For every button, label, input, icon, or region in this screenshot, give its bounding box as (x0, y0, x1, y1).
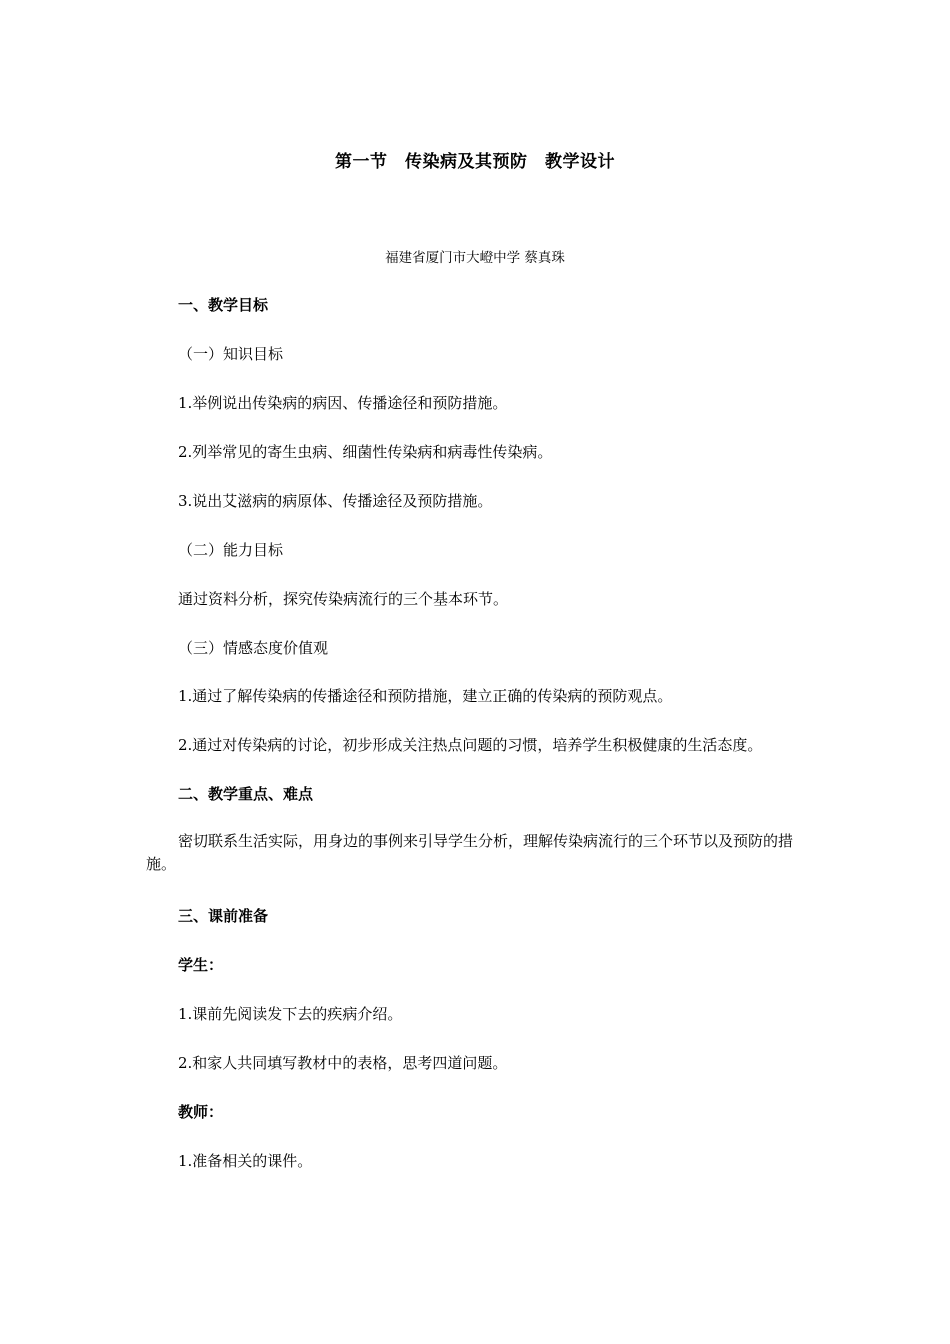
list-item: 1.通过了解传染病的传播途径和预防措施，建立正确的传染病的预防观点。 (178, 687, 673, 705)
document-title: 第一节 传染病及其预防 教学设计 (335, 152, 615, 172)
subsection-heading-knowledge: （一）知识目标 (178, 345, 284, 363)
document-author: 福建省厦门市大嶝中学 蔡真珠 (385, 250, 565, 266)
group-label-teacher: 教师： (178, 1103, 224, 1121)
list-item: 2.通过对传染病的讨论，初步形成关注热点问题的习惯，培养学生积极健康的生活态度。 (178, 736, 763, 754)
list-item: 3.说出艾滋病的病原体、传播途径及预防措施。 (178, 492, 493, 510)
list-item: 2.和家人共同填写教材中的表格，思考四道问题。 (178, 1054, 508, 1072)
list-item: 1.举例说出传染病的病因、传播途径和预防措施。 (178, 394, 508, 412)
group-label-students: 学生： (178, 956, 224, 974)
list-item: 通过资料分析，探究传染病流行的三个基本环节。 (178, 590, 509, 608)
list-item: 1.课前先阅读发下去的疾病介绍。 (178, 1005, 403, 1023)
list-item: 1.准备相关的课件。 (178, 1152, 313, 1170)
section-heading-objectives: 一、教学目标 (178, 296, 269, 314)
section-heading-preparation: 三、课前准备 (178, 907, 269, 925)
list-item: 2.列举常见的寄生虫病、细菌性传染病和病毒性传染病。 (178, 443, 553, 461)
section-heading-key-points: 二、教学重点、难点 (178, 785, 314, 803)
subsection-heading-attitude: （三）情感态度价值观 (178, 639, 329, 657)
subsection-heading-ability: （二）能力目标 (178, 541, 284, 559)
section-paragraph: 密切联系生活实际，用身边的事例来引导学生分析，理解传染病流行的三个环节以及预防的措施。 (146, 832, 794, 873)
